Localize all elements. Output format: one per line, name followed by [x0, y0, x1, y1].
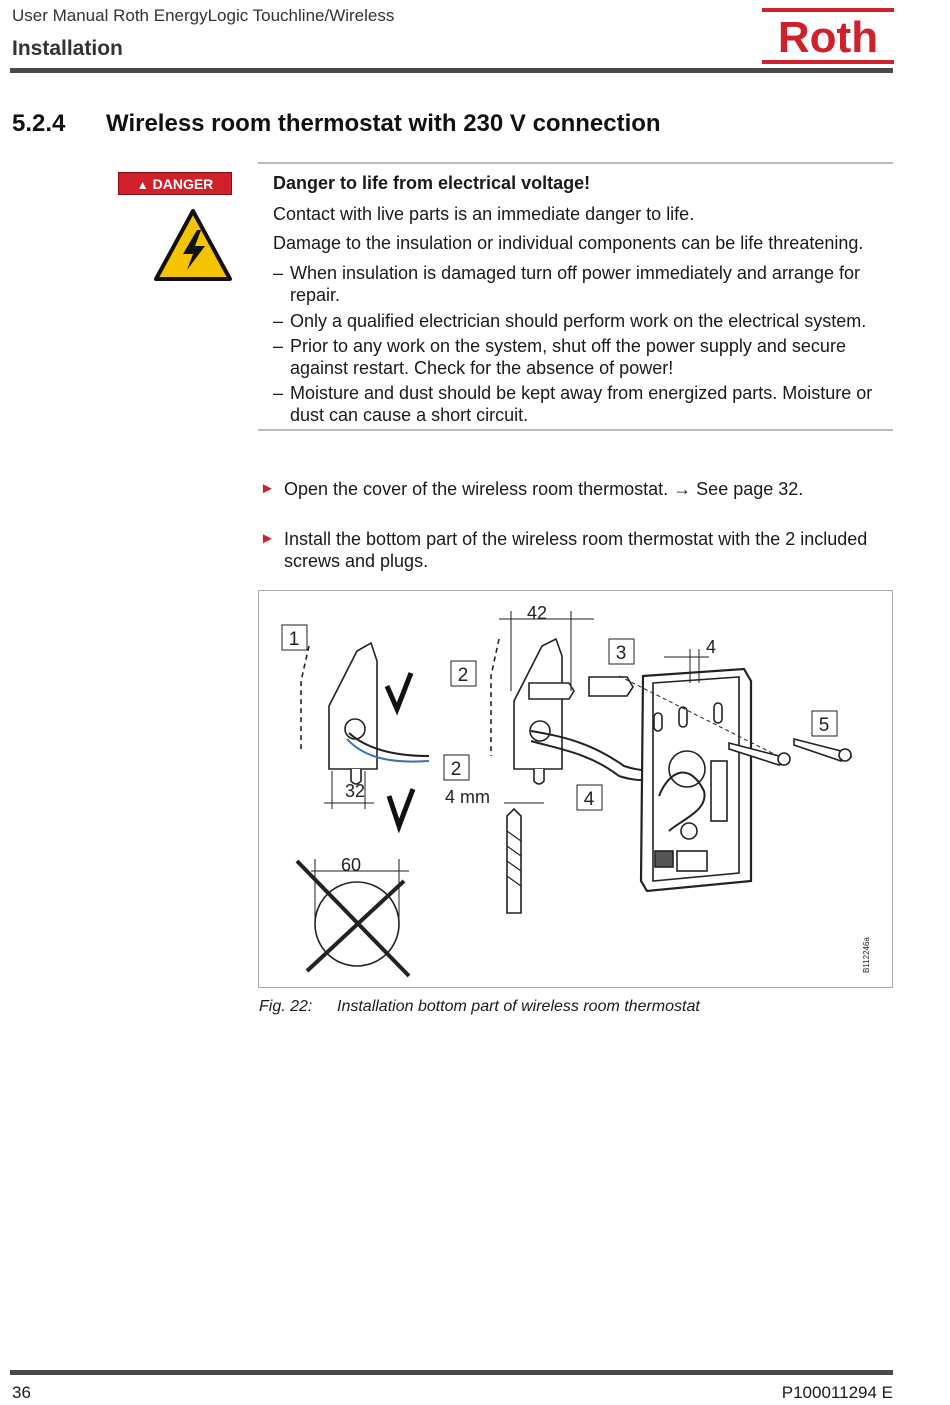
dim-4: 4	[706, 637, 717, 657]
callout-3: 3	[615, 643, 627, 664]
callout-1: 1	[288, 629, 300, 650]
section-title: Installation	[12, 37, 123, 60]
dim-42: 42	[527, 603, 548, 623]
warning-paragraph: Contact with live parts is an immediate danger to life.	[273, 204, 695, 224]
manual-title: User Manual Roth EnergyLogic Touchline/Wireless	[12, 6, 395, 25]
header-rule	[10, 68, 893, 73]
caption-label: Fig. 22:	[259, 998, 313, 1015]
dim-60: 60	[341, 855, 362, 875]
warning-bullet: – Prior to any work on the system, shut off the power supply and secure against restart. Check for the absence of power!	[273, 336, 846, 378]
step-arrow-icon: ►	[260, 530, 275, 547]
figure-caption	[259, 998, 700, 1016]
high-voltage-warning-icon	[153, 208, 233, 282]
caption-text: Installation bottom part of wireless room thermostat	[337, 998, 700, 1015]
warning-bullet: – Moisture and dust should be kept away from energized parts. Moisture or dust can cause a short circuit.	[273, 383, 873, 425]
callout-4: 4	[583, 789, 595, 810]
section-heading	[12, 110, 661, 138]
footer-rule	[10, 1370, 893, 1375]
warning-title: Danger to life from electrical voltage!	[273, 173, 591, 193]
instruction-step: ► Open the cover of the wireless room thermostat. → See page 32.	[260, 479, 804, 499]
instruction-step: ► Install the bottom part of the wireless room thermostat with the 2 included screws and plugs.	[260, 529, 868, 571]
svg-text:Roth: Roth	[777, 13, 879, 62]
installation-drawing	[259, 591, 892, 987]
heading-title: Wireless room thermostat with 230 V connection	[106, 110, 661, 137]
warning-bullet: – When insulation is damaged turn off power immediately and arrange for repair.	[273, 263, 860, 305]
page-number: 36	[12, 1383, 31, 1402]
callout-5: 5	[818, 715, 830, 736]
installation-figure	[258, 590, 893, 988]
step-arrow-icon: ►	[260, 480, 275, 497]
danger-badge: ▲ DANGER	[118, 172, 232, 195]
warning-box-top-rule	[258, 162, 893, 164]
document-code: P100011294 E	[781, 1383, 893, 1402]
dim-32: 32	[345, 781, 366, 801]
warning-triangle-icon: ▲	[136, 178, 149, 192]
callout-2: 2	[457, 665, 469, 686]
warning-bullet: – Only a qualified electrician should perform work on the electrical system.	[273, 311, 867, 331]
callout-2: 2	[450, 759, 462, 780]
heading-number: 5.2.4	[12, 110, 66, 137]
drill-size: 4 mm	[445, 787, 490, 807]
figure-code: B112246a	[862, 937, 871, 973]
roth-logo	[762, 8, 894, 64]
warning-box-bottom-rule	[258, 429, 893, 431]
warning-paragraph: Damage to the insulation or individual components can be life threatening.	[273, 233, 864, 253]
